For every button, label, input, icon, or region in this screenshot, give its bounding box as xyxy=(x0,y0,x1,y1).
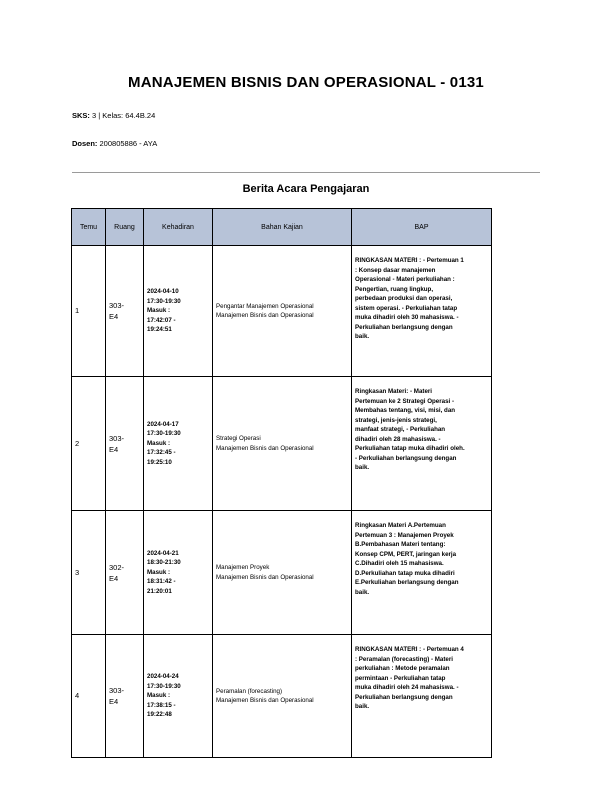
header-bap: BAP xyxy=(352,209,492,246)
divider xyxy=(72,172,540,173)
lecturer-info xyxy=(72,139,157,148)
cell-kehadiran: 2024-04-17 17:30-19:30 Masuk : 17:32:45 - 19:25:10 xyxy=(144,377,213,511)
dosen-label: Dosen: xyxy=(72,139,98,148)
sks-label: SKS: xyxy=(72,111,90,120)
header-ruang: Ruang xyxy=(106,209,144,246)
cell-ruang: 303- E4 xyxy=(106,377,144,511)
course-info xyxy=(72,111,155,120)
cell-kehadiran: 2024-04-10 17:30-19:30 Masuk : 17:42:07 - 19:24:51 xyxy=(144,246,213,377)
table-row xyxy=(72,246,492,377)
sks-class-value: 3 | Kelas: 64.4B.24 xyxy=(89,111,156,120)
cell-kehadiran: 2024-04-21 18:30-21:30 Masuk : 18:31:42 - 21:20:01 xyxy=(144,511,213,635)
cell-bahan-kajian: Peramalan (forecasting) Manajemen Bisnis dan Operasional xyxy=(213,635,352,758)
cell-temu: 2 xyxy=(72,377,106,511)
header-bahan-kajian: Bahan Kajian xyxy=(213,209,352,246)
table-row xyxy=(72,377,492,511)
bap-table xyxy=(71,208,492,758)
section-title: Berita Acara Pengajaran xyxy=(242,183,370,195)
cell-bap: Ringkasan Materi A.Pertemuan Pertemuan 3 : Manajemen Proyek B.Pembahasan Materi tentang: Konsep CPM, PERT, jaringan kerja C.Dihadiri oleh 15 mahasiswa. D.Perkuliahan tatap muka dihadiri E.Perkuliahan berlangsung dengan baik. xyxy=(352,511,492,635)
header-temu: Temu xyxy=(72,209,106,246)
table-header-row xyxy=(72,209,492,246)
cell-bahan-kajian: Strategi Operasi Manajemen Bisnis dan Operasional xyxy=(213,377,352,511)
cell-temu: 4 xyxy=(72,635,106,758)
dosen-value: 200805886 - AYA xyxy=(97,139,158,148)
document-title: MANAJEMEN BISNIS DAN OPERASIONAL - 0131 xyxy=(128,74,484,91)
table-row xyxy=(72,511,492,635)
cell-bap: Ringkasan Materi: - Materi Pertemuan ke 2 Strategi Operasi - Membahas tentang, visi, misi, dan strategi, jenis-jenis strategi, manfaat strategi, - Perkuliahan dihadiri oleh 28 mahasiswa. - Perkuliahan tatap muka dihadiri oleh. - Perkuliahan berlangsung dengan baik. xyxy=(352,377,492,511)
table-row xyxy=(72,635,492,758)
header-kehadiran: Kehadiran xyxy=(144,209,213,246)
cell-temu: 1 xyxy=(72,246,106,377)
cell-kehadiran: 2024-04-24 17:30-19:30 Masuk : 17:38:15 - 19:22:48 xyxy=(144,635,213,758)
cell-bap: RINGKASAN MATERI : - Pertemuan 4 : Peramalan (forecasting) - Materi perkuliahan : Metode peramalan permintaan - Perkuliahan tatap muka dihadiri oleh 24 mahasiswa. - Perkuliahan berlangsung dengan baik. xyxy=(352,635,492,758)
cell-ruang: 303- E4 xyxy=(106,246,144,377)
cell-bahan-kajian: Manajemen Proyek Manajemen Bisnis dan Operasional xyxy=(213,511,352,635)
cell-bap: RINGKASAN MATERI : - Pertemuan 1 : Konsep dasar manajemen Operasional - Materi perkuliahan : Pengertian, ruang lingkup, perbedaan produksi dan operasi, sistem operasi. - Perkuliahan tatap muka dihadiri oleh 30 mahasiswa. - Perkuliahan berlangsung dengan baik. xyxy=(352,246,492,377)
cell-ruang: 303- E4 xyxy=(106,635,144,758)
cell-bahan-kajian: Pengantar Manajemen Operasional Manajemen Bisnis dan Operasional xyxy=(213,246,352,377)
cell-temu: 3 xyxy=(72,511,106,635)
cell-ruang: 302- E4 xyxy=(106,511,144,635)
